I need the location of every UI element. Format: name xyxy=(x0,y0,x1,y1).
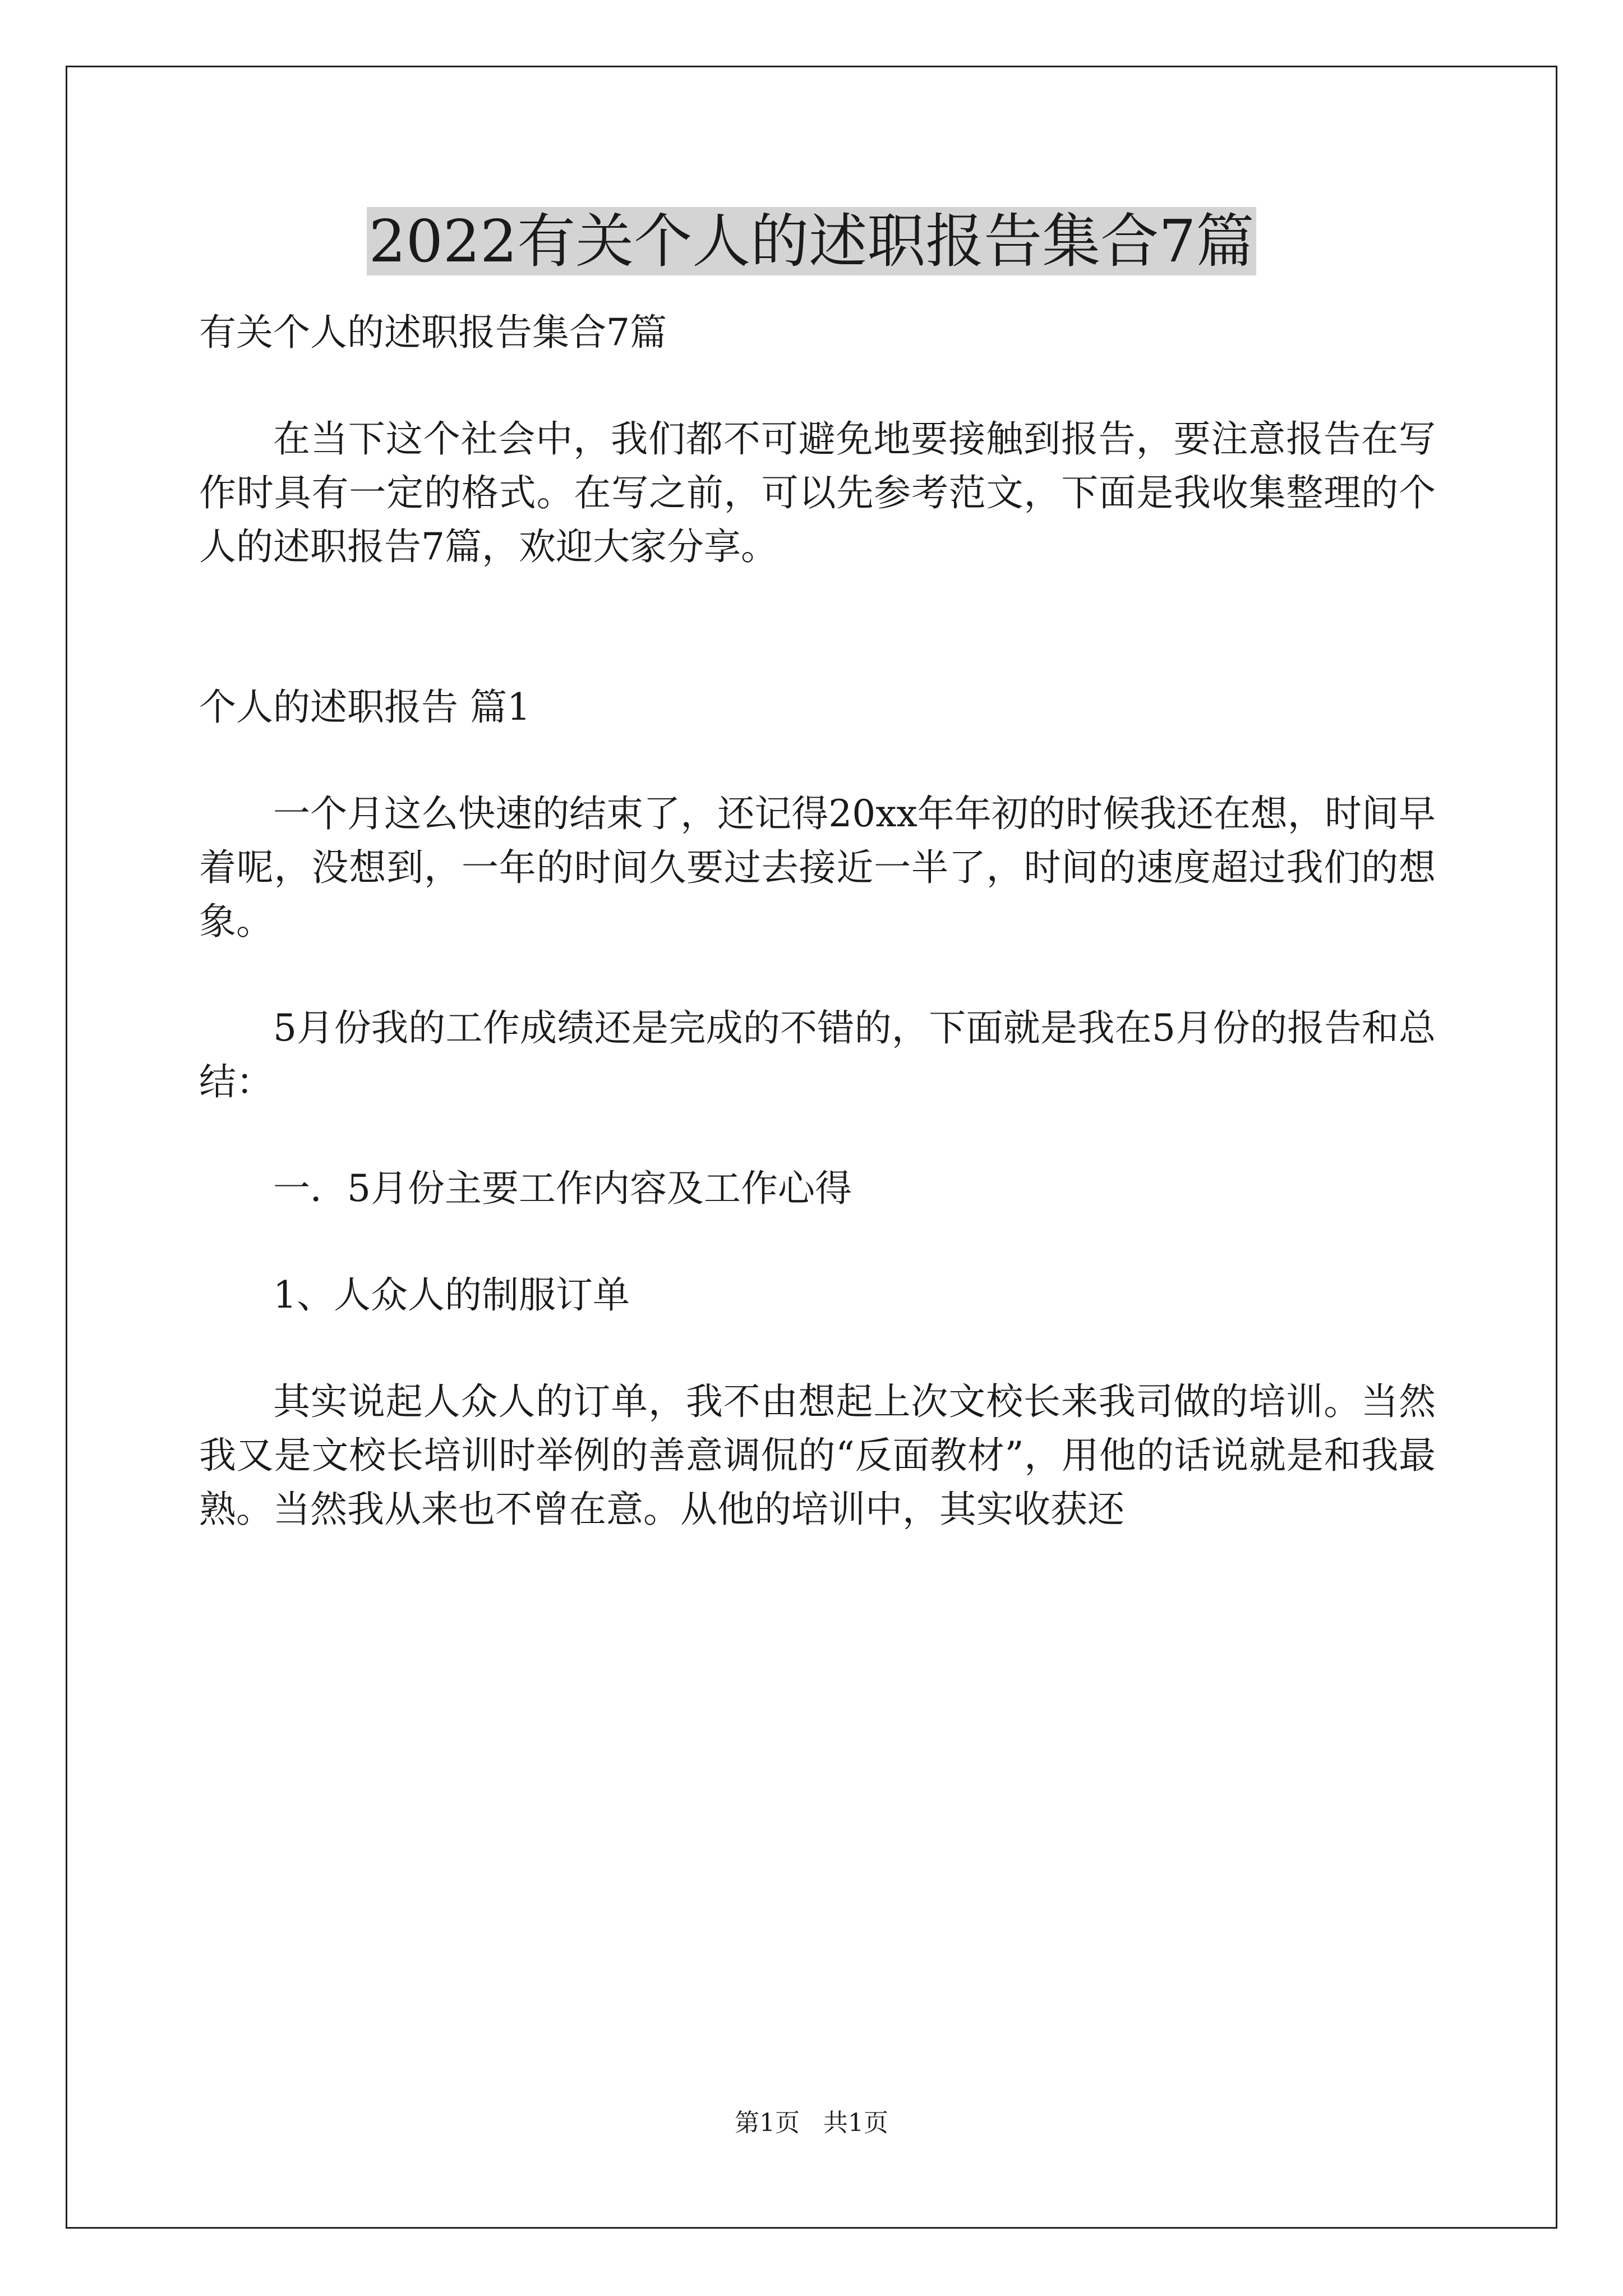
body-paragraph: 5月份我的工作成绩还是完成的不错的，下面就是我在5月份的报告和总结： xyxy=(199,1006,1436,1103)
page-footer: 第1页 共1页 xyxy=(735,2109,888,2137)
document-title: 2022有关个人的述职报告集合7篇 xyxy=(367,207,1257,275)
body-subheading: 1、人众人的制服订单 xyxy=(273,1273,630,1317)
document-subtitle: 有关个人的述职报告集合7篇 xyxy=(199,311,667,354)
document-title-wrapper xyxy=(0,202,1623,280)
body-paragraph: 其实说起人众人的订单，我不由想起上次文校长来我司做的培训。当然我又是文校长培训时举例的善意调侃的“反面教材”，用他的话说就是和我最熟。当然我从来也不曾在意。从他的培训中，其实收获还 xyxy=(199,1380,1436,1531)
section-heading: 个人的述职报告 篇1 xyxy=(199,685,531,729)
body-paragraph: 一个月这么快速的结束了，还记得20xx年年初的时候我还在想，时间早着呢，没想到，一年的时间久要过去接近一半了，时间的速度超过我们的想象。 xyxy=(199,792,1436,943)
body-subheading: 一．5月份主要工作内容及工作心得 xyxy=(273,1167,852,1210)
document-body xyxy=(199,306,1436,1589)
intro-paragraph: 在当下这个社会中，我们都不可避免地要接触到报告，要注意报告在写作时具有一定的格式。在写之前，可以先参考范文，下面是我收集整理的个人的述职报告7篇，欢迎大家分享。 xyxy=(199,417,1436,568)
